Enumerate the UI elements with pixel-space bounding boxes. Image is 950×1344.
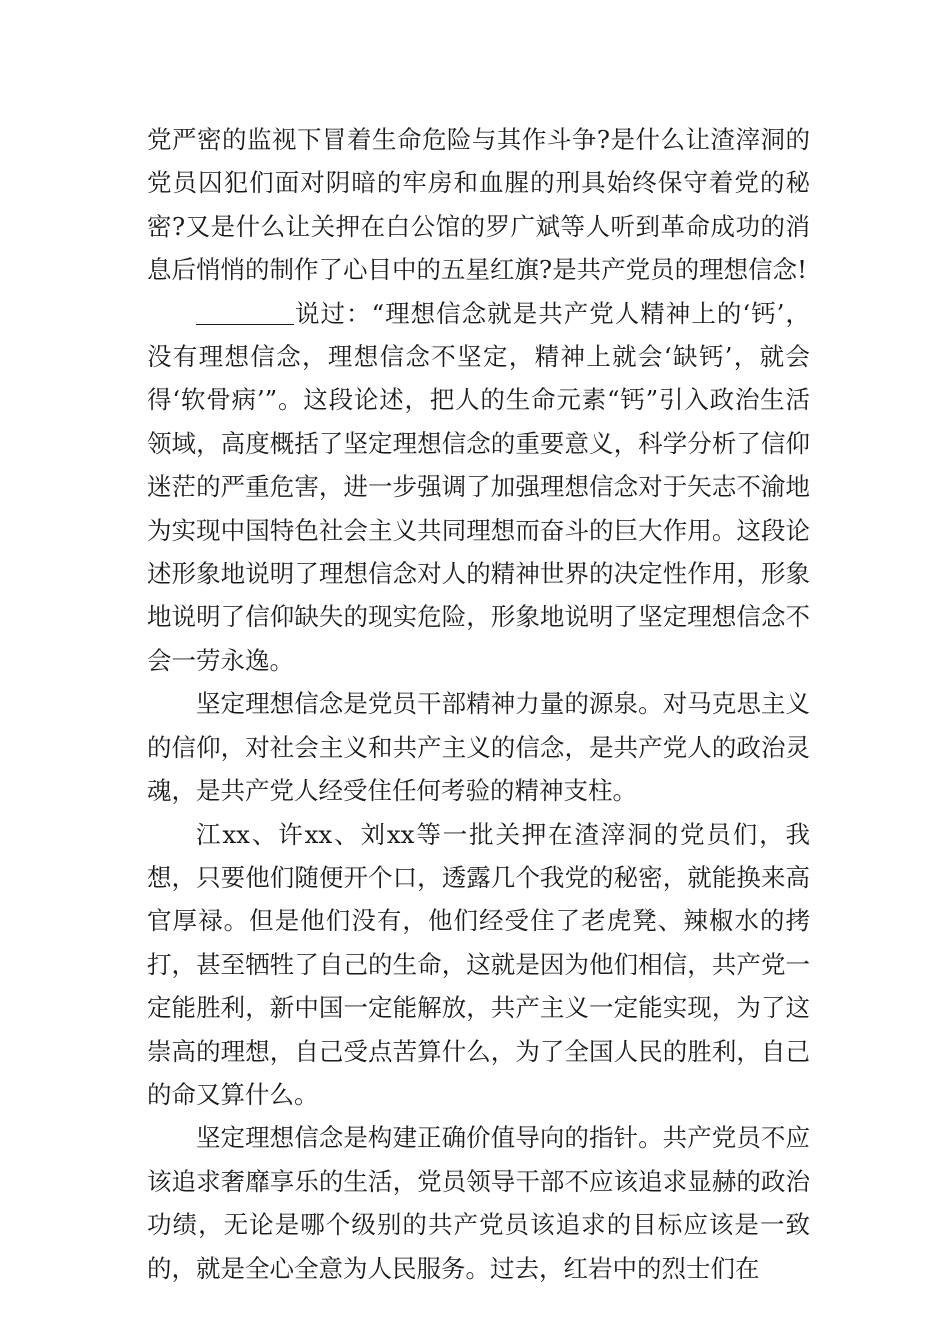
paragraph-2-text: 说过：“理想信念就是共产党人精神上的‘钙’，没有理想信念，理想信念不坚定，精神上就会‘缺钙’，就会得‘软骨病’”。这段论述，把人的生命元素“钙”引入政治生活领域，高度概括了坚定理想信念的重要意义，科学分析了信仰迷茫的严重危害，进一步强调了加强理想信念对于矢志不渝地为实现中国特色社会主义共同理想而奋斗的巨大作用。这段论述形象地说明了理想信念对人的精神世界的决定性作用，形象地说明了信仰缺失的现实危险，形象地说明了坚定理想信念不会一劳永逸。: [147, 298, 810, 675]
document-page: [147, 118, 810, 1290]
blank-underline: [196, 300, 294, 326]
paragraph-5: 坚定理想信念是构建正确价值导向的指针。共产党员不应该追求奢靡享乐的生活，党员领导干部不应该追求显赫的政治功绩，无论是哪个级别的共产党员该追求的目标应该是一致的，就是全心全意为人民服务。过去，红岩中的烈士们在: [147, 1123, 810, 1283]
paragraph-3: 坚定理想信念是党员干部精神力量的源泉。对马克思主义的信仰，对社会主义和共产主义的信念，是共产党人的政治灵魂，是共产党人经受住任何考验的精神支柱。: [147, 689, 810, 806]
paragraph-2: [147, 292, 810, 683]
paragraph-1: 党严密的监视下冒着生命危险与其作斗争?是什么让渣滓洞的党员囚犯们面对阴暗的牢房和血腥的刑具始终保守着党的秘密?又是什么让关押在白公馆的罗广斌等人听到革命成功的消息后悄悄的制作了心目中的五星红旗?是共产党员的理想信念!: [147, 125, 810, 285]
paragraph-4: 江xx、许xx、刘xx等一批关押在渣滓洞的党员们，我想，只要他们随便开个口，透露几个我党的秘密，就能换来高官厚禄。但是他们没有，他们经受住了老虎凳、辣椒水的拷打，甚至牺牲了自己的生命，这就是因为他们相信，共产党一定能胜利，新中国一定能解放，共产主义一定能实现，为了这崇高的理想，自己受点苦算什么，为了全国人民的胜利，自己的命又算什么。: [147, 819, 810, 1109]
